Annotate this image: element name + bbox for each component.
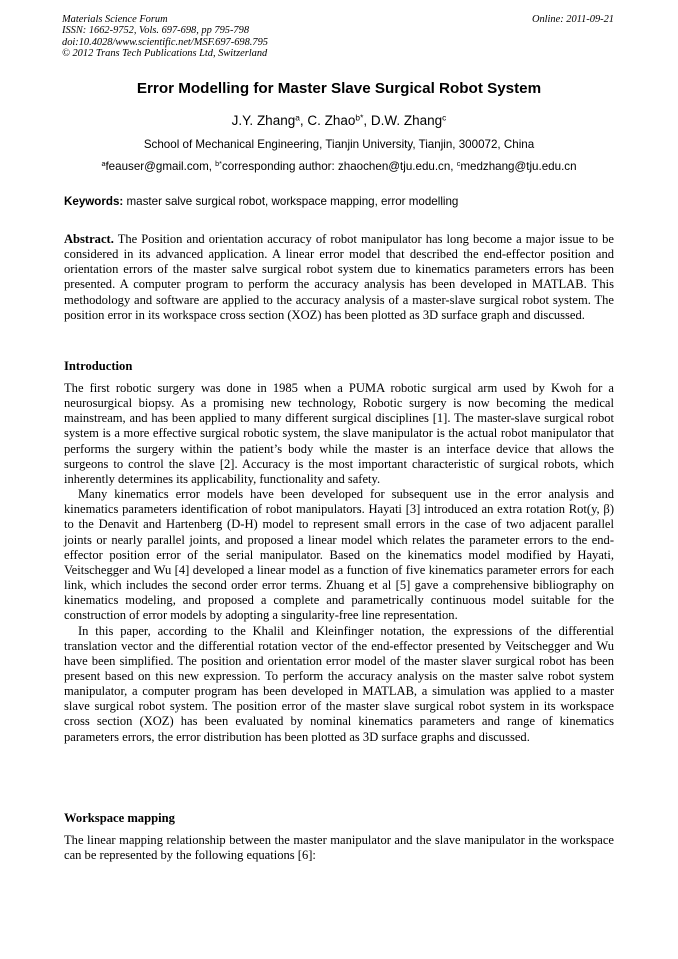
journal-name: Materials Science Forum — [62, 14, 168, 25]
section-heading-introduction: Introduction — [64, 359, 133, 373]
email-text[interactable]: medzhang@tju.edu.cn — [460, 160, 577, 173]
keywords-label: Keywords: — [64, 195, 124, 208]
email-mark: b* — [215, 159, 222, 169]
author-separator: , — [299, 113, 308, 128]
paragraph: In this paper, according to the Khalil and Kleinfinger notation, the expressions of the differential translation vector and the differential rotation vector of the end-effector presented by Veitschegger and Wu have been simplified. The position and orientation error model of the master slaver surgical robot has been present based on this new expression. To perform the accuracy analysis on the master salve robot system manipulator, a computer program has been developed in MATLAB, a simulation was applied to a master slave surgical robot system. The position error of the master slave surgical robot system in its workspace cross section (XOZ) has been evaluated by nominal kinematics parameters and range of kinematics parameters errors, the error distribution has been plotted as 3D surface graphs and discussed. — [64, 623, 614, 744]
author-separator: , — [363, 113, 371, 128]
keywords-text: master salve surgical robot, workspace mapping, error modelling — [126, 195, 459, 208]
paragraph: The linear mapping relationship between the master manipulator and the slave manipulator in the workspace can be represented by the following equations [6]: — [64, 833, 614, 863]
online-date: Online: 2011-09-21 — [531, 14, 614, 25]
author-name: C. Zhao — [307, 113, 356, 128]
paper-title: Error Modelling for Master Slave Surgical Robot System — [136, 80, 542, 97]
journal-header — [62, 14, 614, 60]
workspace-mapping-body — [64, 833, 614, 863]
affiliation: School of Mechanical Engineering, Tianjin University, Tianjin, 300072, China — [143, 138, 535, 151]
author-mark: a — [295, 112, 300, 123]
introduction-body — [64, 381, 614, 745]
copyright-line: © 2012 Trans Tech Publications Ltd, Switzerland — [62, 48, 268, 60]
author-list — [0, 113, 678, 128]
author-name: J.Y. Zhang — [231, 113, 296, 128]
paragraph: The first robotic surgery was done in 1985 when a PUMA robotic surgical arm used by Kwoh for a neurosurgical biopsy. As a promising new technology, Robotic surgery is now becoming the medical mainstream, and has been applied to many different surgical disciplines [1]. The master-slave surgical robot system is a more effective surgical robotic system, the slave manipulator is the actual robot manipulator that performs the surgery within the patient’s body while the master is an interface device that allows the surgeons to control the slave [2]. Accuracy is the most important characteristic of surgical robots, which inherently determines its applicability, functionality and safety. — [64, 381, 614, 486]
author-mark: b* — [355, 112, 364, 123]
section-heading-workspace-mapping: Workspace mapping — [64, 811, 175, 825]
keywords — [64, 195, 614, 208]
email-mark: c — [456, 159, 461, 169]
email-text[interactable]: feauser@gmail.com, — [105, 160, 216, 173]
abstract-text: The Position and orientation accuracy of robot manipulator has long become a major issue to be considered in its advanced application. A linear error model that described the end-effector position and orientation errors of the master salve surgical robot system due to kinematics parameters errors has been presented. A computer program to perform the accuracy analysis has been developed in MATLAB. This methodology and software are applied to the accuracy analysis of a master-slave surgical robot system. The position error in its workspace cross section (XOZ) has been plotted as 3D surface graph and discussed. — [64, 232, 614, 322]
issn-line: ISSN: 1662-9752, Vols. 697-698, pp 795-798 — [62, 25, 250, 37]
abstract-label: Abstract. — [64, 232, 114, 246]
author-mark: c — [442, 112, 447, 123]
abstract — [64, 232, 614, 323]
author-name: D.W. Zhang — [370, 113, 443, 128]
paragraph: Many kinematics error models have been developed for subsequent use in the error analysis and kinematics parameters identification of robot manipulators. Hayati [3] introduced an extra rotation Rot(y, β) to the Denavit and Hartenberg (D-H) model to represent small errors in the case of two adjacent parallel joints or nearly parallel joints, and proposed a linear model which relates the parameter errors to the end-effector position error of the serial manipulator. Based on the kinematics model modified by Hayati, Veitschegger and Wu [4] developed a linear model as a function of five kinematics parameter errors for each link, which includes the second order error terms. Zhuang et al [5] gave a comprehensive bibliography on kinematics modeling, and proposed a complete and parametrically continuous model suitable for the construction of error models by adopting a singularity-free line representation. — [64, 487, 614, 623]
email-list — [0, 160, 678, 173]
email-mark: a — [101, 159, 106, 169]
doi-line[interactable]: doi:10.4028/www.scientific.net/MSF.697-698.795 — [62, 36, 268, 48]
email-text[interactable]: corresponding author: zhaochen@tju.edu.cn, — [221, 160, 457, 173]
